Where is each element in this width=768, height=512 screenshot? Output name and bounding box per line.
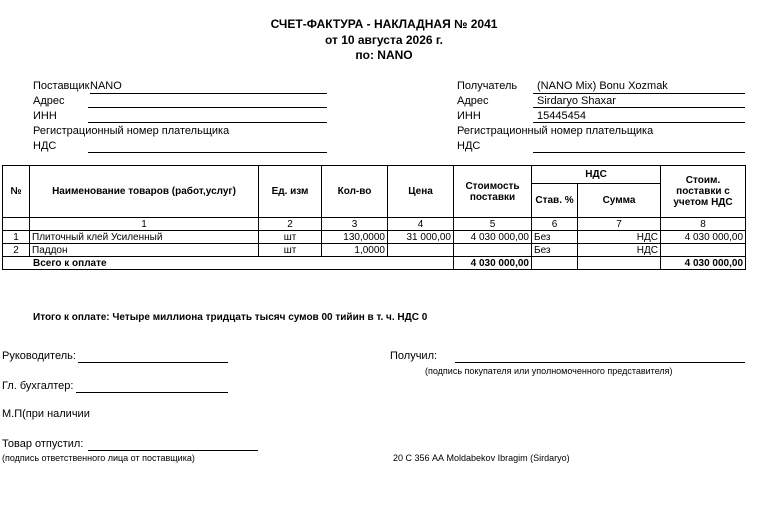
row-sum: НДС bbox=[578, 244, 661, 257]
row-price bbox=[388, 244, 454, 257]
row-sum: НДС bbox=[578, 231, 661, 244]
recipient-label: Получатель bbox=[457, 80, 518, 92]
received-line bbox=[455, 362, 745, 363]
document-title: СЧЕТ-ФАКТУРА - НАКЛАДНАЯ № 2041 bbox=[270, 17, 498, 31]
row-cost: 4 030 000,00 bbox=[454, 231, 532, 244]
supplier-value: NANO bbox=[90, 80, 122, 92]
supplier-label: Поставщик bbox=[33, 80, 90, 92]
footer-total: 4 030 000,00 bbox=[661, 257, 746, 270]
header-rate: Став. % bbox=[532, 184, 578, 218]
invoice-table bbox=[2, 165, 746, 270]
supplier-nds-line bbox=[88, 152, 327, 153]
col-number: 3 bbox=[322, 218, 388, 231]
recipient-nds-label: НДС bbox=[457, 140, 481, 152]
supplier-reg-label: Регистрационный номер плательщика bbox=[33, 125, 230, 137]
row-num: 2 bbox=[3, 244, 30, 257]
recipient-address-value: Sirdaryo Shaxar bbox=[537, 95, 616, 107]
header-num: № bbox=[3, 166, 30, 218]
recipient-inn-label: ИНН bbox=[457, 110, 481, 122]
director-line bbox=[78, 362, 228, 363]
stamp-label: М.П(при наличии bbox=[2, 408, 90, 420]
table-footer-row bbox=[3, 257, 746, 270]
accountant-line bbox=[76, 392, 228, 393]
col-number: 7 bbox=[578, 218, 661, 231]
row-total: 4 030 000,00 bbox=[661, 231, 746, 244]
recipient-address-label: Адрес bbox=[457, 95, 489, 107]
header-nds: НДС bbox=[532, 166, 661, 184]
supplier-address-label: Адрес bbox=[33, 95, 65, 107]
recipient-address-line bbox=[533, 107, 745, 108]
director-label: Руководитель: bbox=[2, 350, 76, 362]
supplier-inn-line bbox=[88, 122, 327, 123]
document-po: по: NANO bbox=[355, 48, 413, 62]
row-name: Паддон bbox=[30, 244, 259, 257]
released-line bbox=[88, 450, 258, 451]
supplier-address-line bbox=[88, 107, 327, 108]
recipient-inn-line bbox=[533, 122, 745, 123]
recipient-reg-label: Регистрационный номер плательщика bbox=[457, 125, 654, 137]
table-row bbox=[3, 244, 746, 257]
col-number: 6 bbox=[532, 218, 578, 231]
header-name: Наименование товаров (работ,услуг) bbox=[30, 166, 259, 218]
received-label: Получил: bbox=[390, 350, 438, 362]
header-total: Стоим. поставки с учетом НДС bbox=[661, 166, 746, 218]
row-unit: шт bbox=[259, 244, 322, 257]
table-row bbox=[3, 231, 746, 244]
recipient-nds-line bbox=[533, 152, 745, 153]
row-rate: Без bbox=[532, 231, 578, 244]
footer-rate-blank bbox=[532, 257, 578, 270]
recipient-value: (NANO Mix) Bonu Xozmak bbox=[537, 80, 668, 92]
row-name: Плиточный клей Усиленный bbox=[30, 231, 259, 244]
total-in-words: Итого к оплате: Четыре миллиона тридцать тысяч сумов 00 тийин в т. ч. НДС 0 bbox=[33, 312, 428, 323]
header-cost: Стоимость поставки bbox=[454, 166, 532, 218]
header-qty: Кол-во bbox=[322, 166, 388, 218]
row-rate: Без bbox=[532, 244, 578, 257]
col-number-blank bbox=[3, 218, 30, 231]
receiver-info: 20 С 356 АА Moldabekov Ibragim (Sirdaryo) bbox=[393, 453, 570, 463]
released-label: Товар отпустил: bbox=[2, 438, 84, 450]
row-price: 31 000,00 bbox=[388, 231, 454, 244]
row-qty: 130,0000 bbox=[322, 231, 388, 244]
recipient-inn-value: 15445454 bbox=[537, 110, 586, 122]
col-number: 1 bbox=[30, 218, 259, 231]
accountant-label: Гл. бухгалтер: bbox=[2, 380, 74, 392]
header-unit: Ед. изм bbox=[259, 166, 322, 218]
footer-cost: 4 030 000,00 bbox=[454, 257, 532, 270]
col-number: 2 bbox=[259, 218, 322, 231]
supplier-inn-label: ИНН bbox=[33, 110, 57, 122]
col-number: 4 bbox=[388, 218, 454, 231]
row-qty: 1,0000 bbox=[322, 244, 388, 257]
row-total bbox=[661, 244, 746, 257]
released-note: (подпись ответственного лица от поставщика) bbox=[2, 453, 195, 463]
header-price: Цена bbox=[388, 166, 454, 218]
footer-label: Всего к оплате bbox=[3, 257, 454, 270]
recipient-line bbox=[533, 93, 745, 94]
supplier-line bbox=[90, 93, 327, 94]
col-number: 5 bbox=[454, 218, 532, 231]
supplier-nds-label: НДС bbox=[33, 140, 57, 152]
row-unit: шт bbox=[259, 231, 322, 244]
document-date: от 10 августа 2026 г. bbox=[324, 33, 444, 47]
received-note: (подпись покупателя или уполномоченного представителя) bbox=[425, 366, 673, 376]
row-num: 1 bbox=[3, 231, 30, 244]
row-cost bbox=[454, 244, 532, 257]
col-number: 8 bbox=[661, 218, 746, 231]
header-sum: Сумма bbox=[578, 184, 661, 218]
footer-sum-blank bbox=[578, 257, 661, 270]
